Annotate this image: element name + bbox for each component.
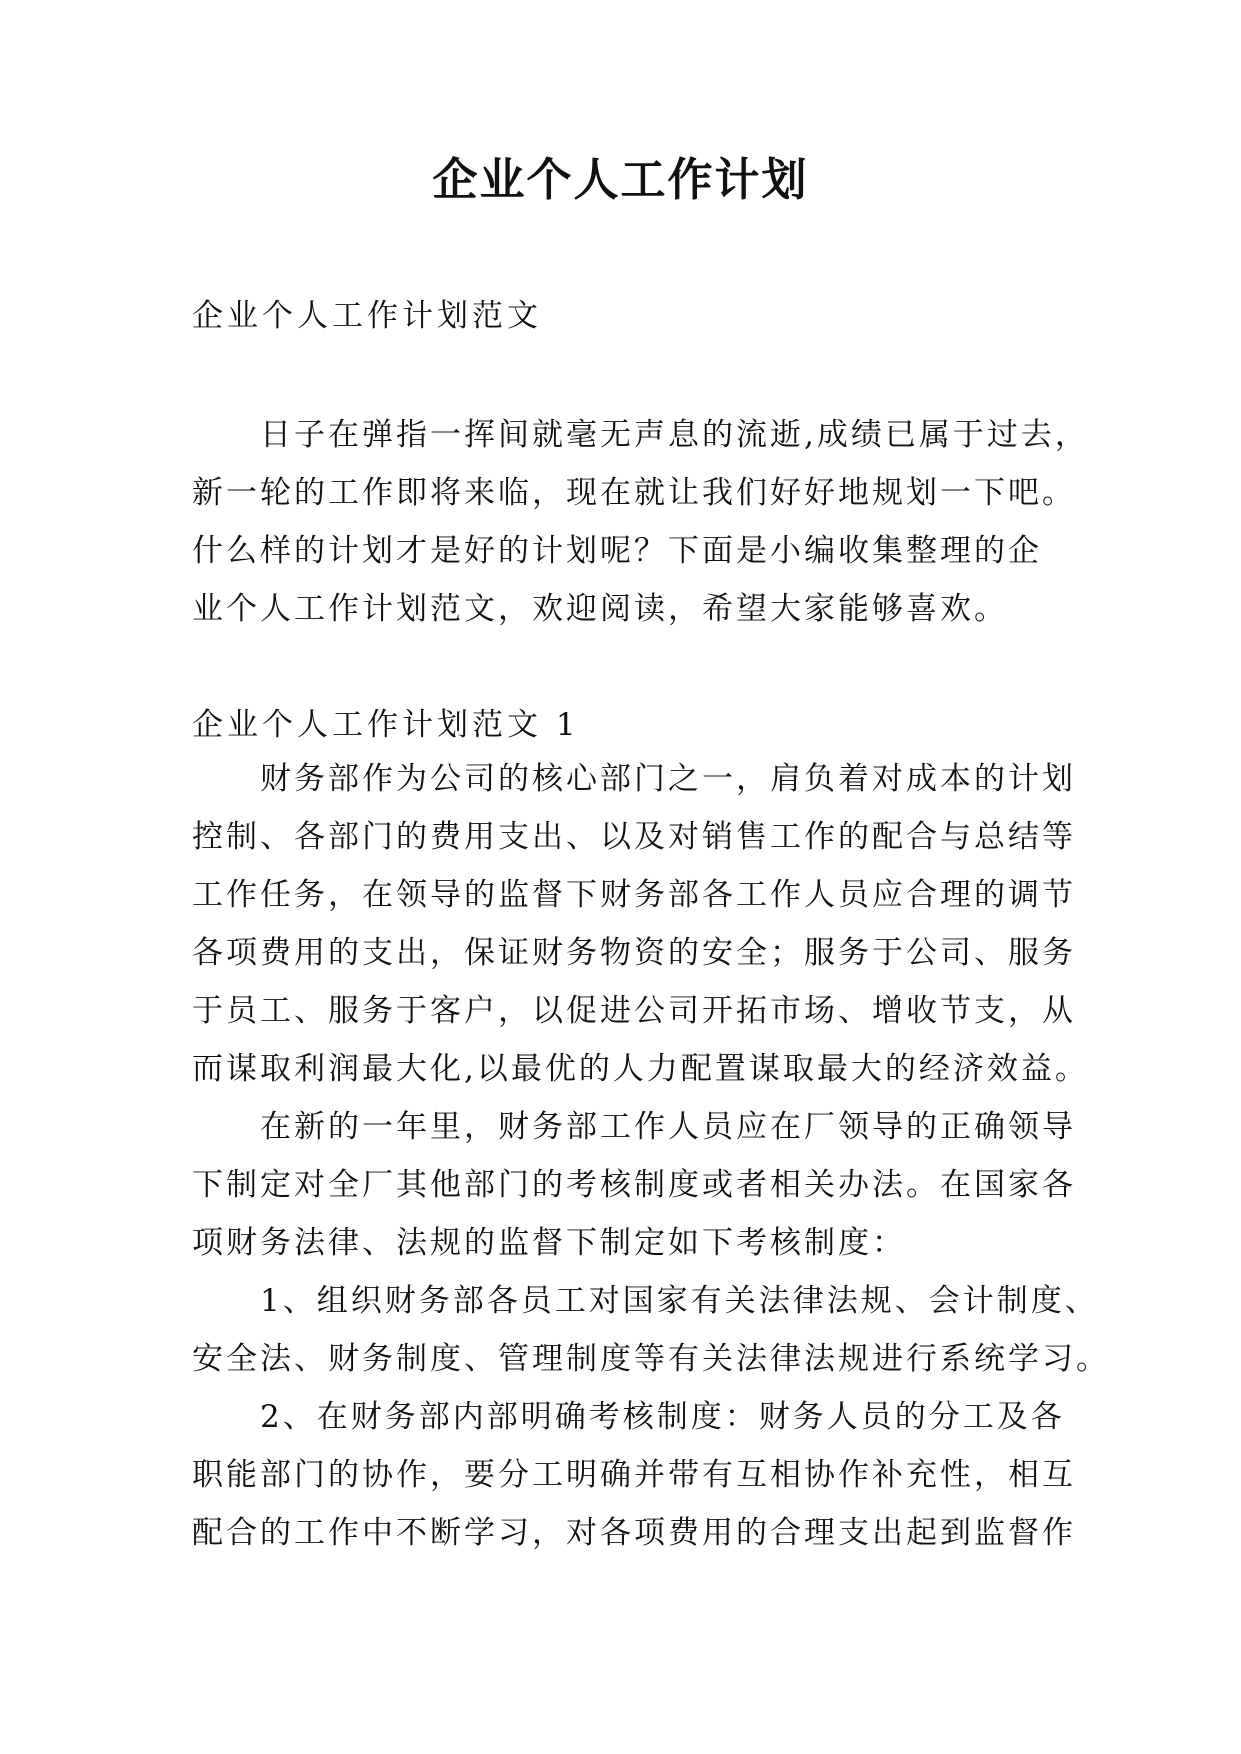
- intro-line: 日子在弹指一挥间就毫无声息的流逝,成绩已属于过去，: [192, 417, 1089, 453]
- section-line: 控制、各部门的费用支出、以及对销售工作的配合与总结等: [192, 819, 1076, 855]
- section-line: 各项费用的支出，保证财务物资的安全；服务于公司、服务: [192, 935, 1076, 971]
- section-body: [192, 750, 1110, 1562]
- intro-line: 什么样的计划才是好的计划呢？下面是小编收集整理的企: [192, 533, 1042, 569]
- section-line: 配合的工作中不断学习，对各项费用的合理支出起到监督作: [192, 1515, 1076, 1551]
- section-line: 而谋取利润最大化,以最优的人力配置谋取最大的经济效益。: [192, 1051, 1089, 1087]
- intro-paragraph: [192, 406, 1089, 638]
- intro-line: 业个人工作计划范文，欢迎阅读，希望大家能够喜欢。: [192, 591, 1008, 627]
- section-line: 安全法、财务制度、管理制度等有关法律法规进行系统学习。: [192, 1341, 1110, 1377]
- section-line: 工作任务，在领导的监督下财务部各工作人员应合理的调节: [192, 877, 1076, 913]
- intro-line: 新一轮的工作即将来临，现在就让我们好好地规划一下吧。: [192, 475, 1076, 511]
- section-line: 项财务法律、法规的监督下制定如下考核制度：: [192, 1225, 906, 1261]
- section-line: 1、组织财务部各员工对国家有关法律法规、会计制度、: [192, 1283, 1099, 1319]
- document-subtitle: 企业个人工作计划范文: [192, 298, 542, 334]
- section-line: 于员工、服务于客户，以促进公司开拓市场、增收节支，从: [192, 993, 1076, 1029]
- section-line: 在新的一年里，财务部工作人员应在厂领导的正确领导: [192, 1109, 1076, 1145]
- section-line: 财务部作为公司的核心部门之一，肩负着对成本的计划: [192, 761, 1076, 797]
- section-line: 下制定对全厂其他部门的考核制度或者相关办法。在国家各: [192, 1167, 1076, 1203]
- section-line: 职能部门的协作，要分工明确并带有互相协作补充性，相互: [192, 1457, 1076, 1493]
- section-heading: 企业个人工作计划范文 1: [192, 707, 580, 743]
- section-line: 2、在财务部内部明确考核制度：财务人员的分工及各: [192, 1399, 1065, 1435]
- document-title: 企业个人工作计划: [432, 153, 809, 206]
